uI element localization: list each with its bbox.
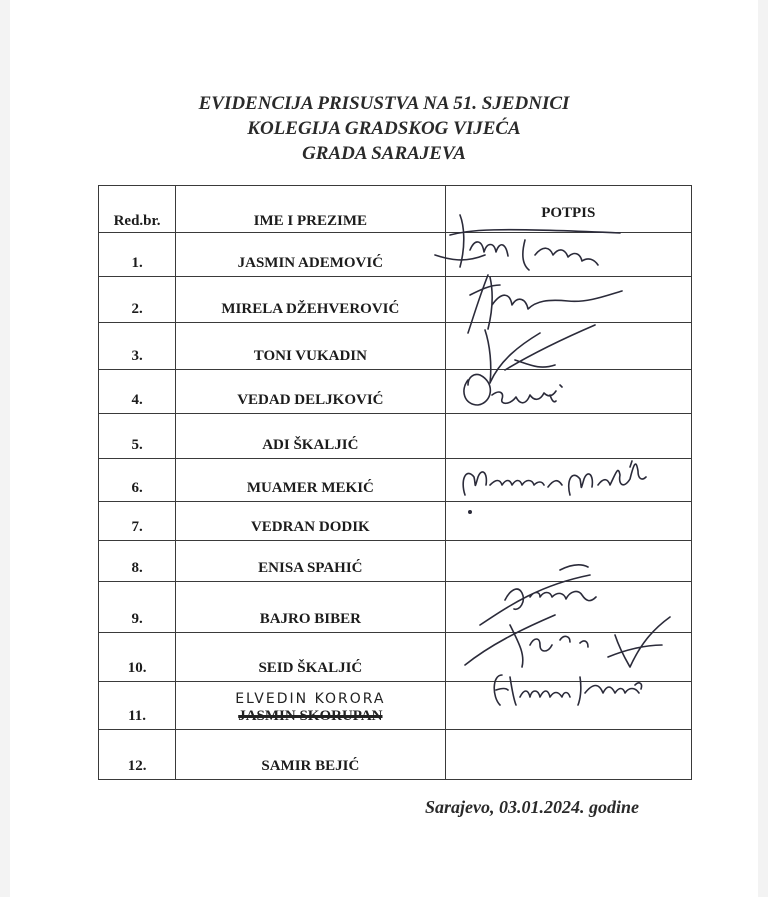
table-row <box>99 323 692 370</box>
signature-cell <box>445 541 691 582</box>
attendee-name: JASMIN ADEMOVIĆ <box>176 233 445 277</box>
attendee-name: MIRELA DŽEHVEROVIĆ <box>176 277 445 323</box>
signature-cell <box>445 582 691 633</box>
signature-cell <box>445 502 691 541</box>
attendee-name: ENISA SPAHIĆ <box>176 541 445 582</box>
signature-cell <box>445 459 691 502</box>
row-number: 2. <box>99 277 176 323</box>
signature-cell <box>445 682 691 730</box>
attendee-name: TONI VUKADIN <box>176 323 445 370</box>
row-number: 6. <box>99 459 176 502</box>
attendee-name: ADI ŠKALJIĆ <box>176 414 445 459</box>
attendee-name: VEDRAN DODIK <box>176 502 445 541</box>
struck-through-name: JASMIN SKORUPAN <box>238 708 383 724</box>
row-number: 9. <box>99 582 176 633</box>
table-header-row <box>99 186 692 233</box>
signature-cell <box>445 370 691 414</box>
row-number: 5. <box>99 414 176 459</box>
table-row <box>99 582 692 633</box>
header-number: Red.br. <box>99 186 176 233</box>
table-row <box>99 682 692 730</box>
signature-cell <box>445 277 691 323</box>
row-number: 8. <box>99 541 176 582</box>
attendee-name <box>176 682 445 730</box>
handwritten-name-correction: ELVEDIN KORORA <box>235 691 386 707</box>
signature-cell <box>445 730 691 780</box>
header-name: IME I PREZIME <box>176 186 445 233</box>
attendee-name: SEID ŠKALJIĆ <box>176 633 445 682</box>
table-row <box>99 459 692 502</box>
signature-cell <box>445 323 691 370</box>
attendee-name: VEDAD DELJKOVIĆ <box>176 370 445 414</box>
row-number: 4. <box>99 370 176 414</box>
table-row <box>99 233 692 277</box>
table-row <box>99 730 692 780</box>
table-row <box>99 370 692 414</box>
signature-cell <box>445 414 691 459</box>
header-signature: POTPIS <box>445 186 691 233</box>
table-row <box>99 277 692 323</box>
signature-cell <box>445 633 691 682</box>
title-line-2: KOLEGIJA GRADSKOG VIJEĆA <box>247 118 521 139</box>
title-line-3: GRADA SARAJEVA <box>302 143 466 164</box>
title-line-1: EVIDENCIJA PRISUSTVA NA 51. SJEDNICI <box>198 93 570 114</box>
table-row <box>99 414 692 459</box>
row-number: 3. <box>99 323 176 370</box>
attendee-name: BAJRO BIBER <box>176 582 445 633</box>
signature-cell <box>445 233 691 277</box>
table-row <box>99 541 692 582</box>
attendee-name: SAMIR BEJIĆ <box>176 730 445 780</box>
table-row <box>99 502 692 541</box>
row-number: 11. <box>99 682 176 730</box>
row-number: 7. <box>99 502 176 541</box>
place-and-date: Sarajevo, 03.01.2024. godine <box>425 797 639 817</box>
row-number: 12. <box>99 730 176 780</box>
attendee-name: MUAMER MEKIĆ <box>176 459 445 502</box>
attendance-table <box>98 185 692 780</box>
row-number: 10. <box>99 633 176 682</box>
row-number: 1. <box>99 233 176 277</box>
table-row <box>99 633 692 682</box>
